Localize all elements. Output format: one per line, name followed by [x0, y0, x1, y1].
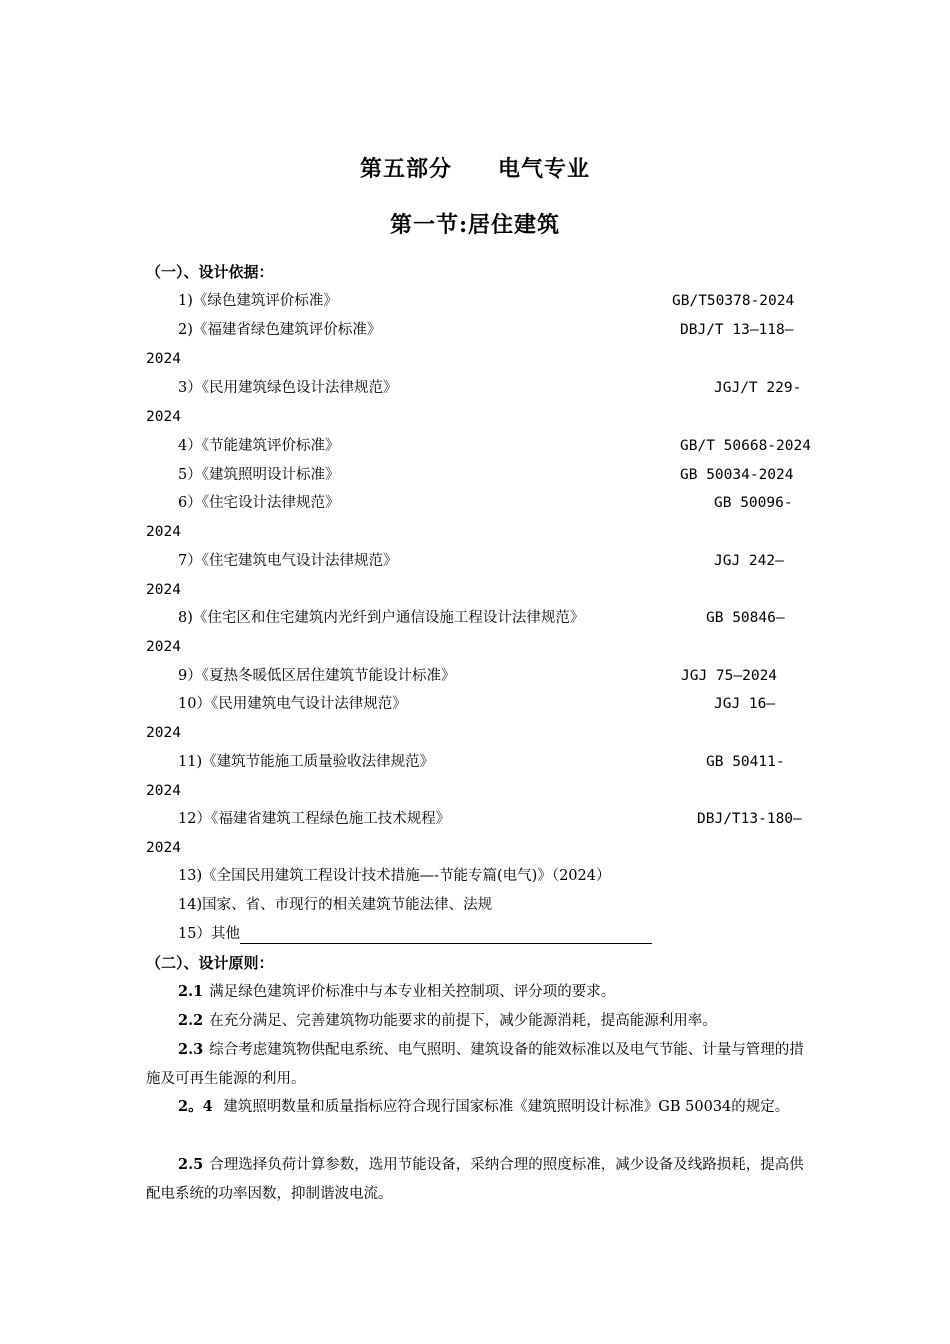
principle-item — [146, 1006, 806, 1036]
principle-item — [146, 1150, 806, 1209]
fill-in-blank-line — [240, 927, 652, 944]
part-title: 第五部分 电气专业 — [359, 156, 590, 182]
principle-text: 合理选择负荷计算参数，选用节能设备，采纳合理的照度标准，减少设备及线路损耗，提高供配电系统的功率因数，抑制谐波电流。 — [146, 1157, 804, 1202]
basis-item-code: DBJ/T 13—118— — [680, 322, 794, 338]
basis-item-label: 8)《住宅区和住宅建筑内光纤到户通信设施工程设计法律规范》 — [178, 610, 585, 626]
principle-number: 2.3 — [178, 1041, 204, 1058]
basis-item-label: 14)国家、省、市现行的相关建筑节能法律、法规 — [178, 897, 493, 913]
basis-item-label: 13)《全国民用建筑工程设计技术措施—-节能专篇(电气)》（2024） — [178, 868, 611, 884]
basis-item-year: 2024 — [146, 351, 181, 367]
basis-item-label: 2)《福建省绿色建筑评价标准》 — [178, 322, 382, 338]
basis-item-year: 2024 — [146, 639, 181, 655]
basis-item-year: 2024 — [146, 409, 181, 425]
basis-item-code: GB/T 50668-2024 — [680, 438, 811, 454]
basis-item-label: 4）《节能建筑评价标准》 — [178, 438, 340, 454]
basis-item-label: 15）其他 — [178, 926, 240, 942]
principle-number: 2.5 — [178, 1156, 204, 1173]
principle-item — [146, 977, 806, 1007]
basis-item-code: JGJ/T 229- — [714, 380, 802, 396]
basis-item-other — [178, 924, 652, 944]
basis-item-label: 11)《建筑节能施工质量验收法律规范》 — [178, 754, 435, 770]
basis-item-label: 5）《建筑照明设计标准》 — [178, 467, 340, 483]
principle-text: 满足绿色建筑评价标准中与本专业相关控制项、评分项的要求。 — [209, 984, 616, 1000]
basis-heading: （一）、设计依据： — [146, 263, 274, 281]
basis-item-label: 9）《夏热冬暖低区居住建筑节能设计标准》 — [178, 668, 456, 684]
principle-text: 综合考虑建筑物供配电系统、电气照明、建筑设备的能效标准以及电气节能、计量与管理的措施及可再生能源的利用。 — [146, 1042, 804, 1087]
basis-item-label: 6）《住宅设计法律规范》 — [178, 495, 340, 511]
basis-item-code: GB 50846— — [706, 610, 785, 626]
principles-heading: （二）、设计原则： — [146, 954, 274, 972]
principle-number: 2。4 — [178, 1098, 213, 1115]
section-title: 第一节:居住建筑 — [389, 212, 561, 238]
principle-item — [146, 1092, 806, 1122]
basis-item-label: 7）《住宅建筑电气设计法律规范》 — [178, 553, 398, 569]
principle-text: 在充分满足、完善建筑物功能要求的前提下，减少能源消耗，提高能源利用率。 — [209, 1013, 717, 1029]
principle-text: 建筑照明数量和质量指标应符合现行国家标准《建筑照明设计标准》GB 50034的规定。 — [218, 1099, 790, 1115]
basis-item-year: 2024 — [146, 524, 181, 540]
principle-number: 2.2 — [178, 1012, 204, 1029]
basis-item-code: JGJ 75—2024 — [681, 668, 778, 684]
basis-item-code: JGJ 242— — [714, 553, 784, 569]
basis-item-code: GB 50411- — [706, 754, 785, 770]
principle-item — [146, 1035, 806, 1094]
basis-item-code: DBJ/T13-180— — [697, 811, 802, 827]
principle-number: 2.1 — [178, 983, 204, 1000]
basis-item-code: GB 50096- — [714, 495, 793, 511]
basis-item-year: 2024 — [146, 725, 181, 741]
basis-item-code: JGJ 16— — [714, 696, 776, 712]
basis-item-code: GB 50034-2024 — [680, 467, 794, 483]
basis-item-year: 2024 — [146, 840, 181, 856]
basis-item-label: 10）《民用建筑电气设计法律规范》 — [178, 696, 407, 712]
basis-item-code: GB/T50378-2024 — [672, 293, 795, 309]
basis-item-year: 2024 — [146, 582, 181, 598]
basis-item-label: 3）《民用建筑绿色设计法律规范》 — [178, 380, 398, 396]
basis-item-year: 2024 — [146, 783, 181, 799]
basis-item-label: 1)《绿色建筑评价标准》 — [178, 293, 338, 309]
basis-item-label: 12）《福建省建筑工程绿色施工技术规程》 — [178, 811, 451, 827]
